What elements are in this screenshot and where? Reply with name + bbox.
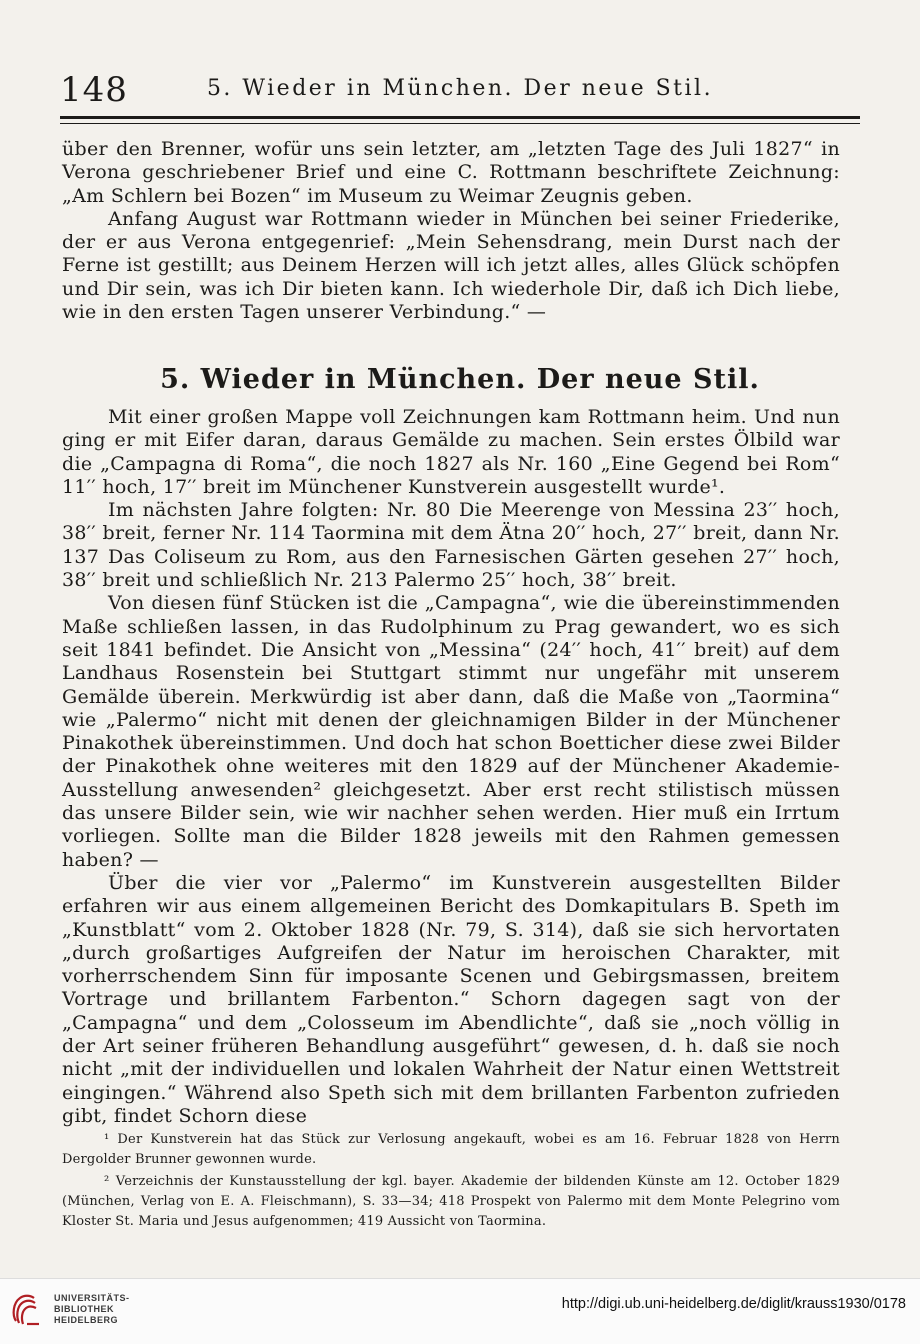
header-rule-thick <box>60 116 860 119</box>
paragraph: Über die vier vor „Palermo“ im Kunstverein ausgestellten Bilder erfahren wir aus einem allgemeinen Bericht des Domkapitulars B. Speth im „Kunstblatt“ vom 2. Oktober 1828 (Nr. 79, S. 314), daß sie sich hervortaten „durch großartiges Aufgreifen der Natur im heroischen Charakter, mit vorherrschendem Sinn für imposante Scenen und Gebirgsmassen, breitem Vortrage und brillantem Farbenton.“ Schorn dagegen sagt von der „Campagna“ und dem „Colosseum im Abendlichte“, daß sie „noch völlig in der Art seiner früheren Behandlung ausgeführt“ gewesen, d. h. daß sie noch nicht „mit der individuellen und lokalen Wahrheit der Natur einen Wettstreit eingingen.“ Während also Speth sich mit dem brillanten Farbenton zufrieden gibt, findet Schorn diese <box>62 871 840 1127</box>
permalink-url[interactable]: http://digi.ub.uni-heidelberg.de/diglit/krauss1930/0178 <box>561 1296 906 1312</box>
library-name-line: UNIVERSITÄTS- <box>54 1293 130 1303</box>
section-body <box>62 406 840 1128</box>
paragraph: Anfang August war Rottmann wieder in München bei seiner Friederike, der er aus Verona entgegenrief: „Mein Sehensdrang, mein Durst nach der Ferne ist gestillt; aus Deinem Herzen will ich jetzt alles, alles Glück schöpfen und Dir sein, was ich Dir bieten kann. Ich wiederhole Dir, daß ich Dich liebe, wie in den ersten Tagen unserer Verbindung.“ — <box>62 207 840 324</box>
page-number: 148 <box>60 70 128 110</box>
library-name <box>54 1293 130 1326</box>
running-head: 5. Wieder in München. Der neue Stil. <box>206 76 714 101</box>
paragraph: Von diesen fünf Stücken ist die „Campagna“, wie die übereinstimmenden Maße schließen lassen, in das Rudolphinum zu Prag gewandert, wo es sich seit 1841 befindet. Die Ansicht von „Messina“ (24′′ hoch, 41′′ breit) auf dem Landhaus Rosenstein bei Stuttgart stimmt nur ungefähr mit unserem Gemälde überein. Merkwürdig ist aber dann, daß die Maße von „Taormina“ wie „Palermo“ nicht mit denen der gleichnamigen Bilder in der Münchener Pinakothek übereinstimmen. Und doch hat schon Boetticher diese zwei Bilder der Pinakothek ohne weiteres mit den 1829 auf der Münchener Akademie-Ausstellung anwesenden² gleichgesetzt. Aber erst recht stilistisch müssen das unsere Bilder sein, wie wir nachher sehen werden. Hier muß ein Irrtum vorliegen. Sollte man die Bilder 1828 jeweils mit den Rahmen gemessen haben? — <box>62 592 840 871</box>
library-name-line: HEIDELBERG <box>54 1315 119 1325</box>
continued-text <box>62 138 840 324</box>
page-header <box>60 70 860 110</box>
footnote-1: ¹ Der Kunstverein hat das Stück zur Verlosung angekauft, wobei es am 16. Februar 1828 von Herrn Dergolder Brunner gewonnen wurde. <box>62 1132 840 1167</box>
section-heading: 5. Wieder in München. Der neue Stil. <box>160 364 760 395</box>
library-logo-icon <box>10 1291 42 1327</box>
library-name-line: BIBLIOTHEK <box>54 1304 114 1314</box>
paragraph: über den Brenner, wofür uns sein letzter, am „letzten Tage des Juli 1827“ in Verona geschriebener Brief und eine C. Rottmann beschriftete Zeichnung: „Am Schlern bei Bozen“ im Museum zu Weimar Zeugnis geben. <box>62 138 840 207</box>
footnote-2: ² Verzeichnis der Kunstausstellung der kgl. bayer. Akademie der bildenden Künste am 12. October 1829 (München, Verlag von E. A. Fleischmann), S. 33—34; 418 Prospekt von Palermo mit dem Monte Pelegrino vom Kloster St. Maria und Jesus aufgenommen; 419 Aussicht von Taormina. <box>62 1174 840 1229</box>
paragraph: Mit einer großen Mappe voll Zeichnungen kam Rottmann heim. Und nun ging er mit Eifer daran, daraus Gemälde zu machen. Sein erstes Ölbild war die „Campagna di Roma“, die noch 1827 als Nr. 160 „Eine Gegend bei Rom“ 11′′ hoch, 17′′ breit im Münchener Kunstverein ausgestellt wurde¹. <box>62 406 840 498</box>
paragraph: Im nächsten Jahre folgten: Nr. 80 Die Meerenge von Messina 23′′ hoch, 38′′ breit, ferner Nr. 114 Taormina mit dem Ätna 20′′ hoch, 27′′ breit, dann Nr. 137 Das Coliseum zu Rom, aus den Farnesischen Gärten gesehen 27′′ hoch, 38′′ breit und schließlich Nr. 213 Palermo 25′′ hoch, 38′′ breit. <box>62 499 840 592</box>
footer-bar <box>0 1278 920 1344</box>
footnotes <box>62 1130 840 1232</box>
header-rule-thin <box>60 123 860 124</box>
